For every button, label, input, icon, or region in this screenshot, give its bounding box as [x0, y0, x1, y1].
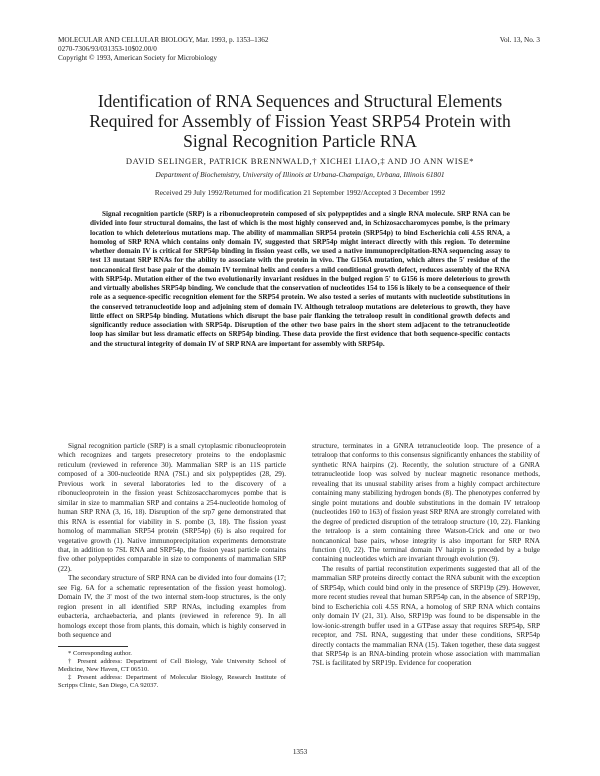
journal-citation: MOLECULAR AND CELLULAR BIOLOGY, Mar. 1993, p. 1353–1362: [58, 36, 269, 44]
author-list: DAVID SELINGER, PATRICK BRENNWALD,† XICHEI LIAO,‡ AND JO ANN WISE*: [125, 156, 475, 166]
footnote: * Corresponding author.: [68, 649, 132, 657]
footnote-divider: [58, 646, 128, 647]
abstract-text: Signal recognition particle (SRP) is a ribonucleoprotein composed of six polypeptides and a single RNA molecule. SRP RNA can be divided into four structural domains, the last of which is the most highly conserved and, in Schizosaccharomyces pombe, is the primary location to which deleterious mutations map. The ability of mammalian SRP54 protein (SRP54p) to bind Escherichia coli 4.5S RNA, a homolog of SRP RNA which contains only domain IV, suggested that SRP54p might interact directly with this region. To determine whether domain IV is critical for SRP54p binding in fission yeast cells, we used a native immunoprecipitation-RNA sequencing assay to test 13 mutant SRP RNAs for the ability to associate with the protein in vivo. The G156A mutation, which alters the 5' residue of the noncanonical first base pair of the domain IV terminal helix and confers a mild conditional growth defect, reduces assembly of the RNA with SRP54p. Mutation either of the two evolutionarily invariant residues in the bulged region 5' to G156 is more deleterious to growth and virtually abolishes SRP54p binding. We conclude that the conservation of nucleotides 154 to 156 is likely to be a consequence of their role as a sequence-specific recognition element for the SRP54 protein. We also tested a series of mutants with nucleotide substitutions in the conserved tetranucleotide loop and adjoining stem of domain IV. Although tetraloop mutations are deleterious to growth, they have little effect on SRP54p binding. Mutations which disrupt the base pair flanking the tetraloop result in conditional growth defects and significantly reduce association with SRP54p. Disruption of the other two base pairs in the short stem adjacent to the tetranucleotide loop has similar but less dramatic effects on SRP54p binding. These data provide the first evidence that both sequence-specific contacts and the structural integrity of domain IV of SRP RNA are important for assembly with SRP54p.: [90, 210, 510, 348]
paragraph: Signal recognition particle (SRP) is a small cytoplasmic ribonucleoprotein which recognizes and targets presecretory proteins to the endoplasmic reticulum (reviewed in reference 30). Mammalian SRP is an 11S particle composed of a 300-nucleotide RNA (7SL) and six polypeptides (28, 29). Previous work in several laboratories led to the discovery of a ribonucleoprotein in the fission yeast Schizosaccharomyces pombe that is similar in size to mammalian SRP and contains a 254-nucleotide homolog of human SRP RNA (3, 16, 18). Disruption of the srp7 gene demonstrated that this RNA is essential for viability in S. pombe (3, 18). The fission yeast homolog of mammalian SRP54 protein (SRP54p) (6) is also required for vegetative growth (1). Native immunoprecipitation experiments demonstrate that, in addition to 7SL RNA and SRP54p, the fission yeast particle contains five other polypeptides comparable in size to components of mammalian SRP (22).: [58, 442, 286, 573]
issn-code: 0270-7306/93/031353-10$02.00/0: [58, 45, 157, 54]
paragraph: structure, terminates in a GNRA tetranucleotide loop. The presence of a tetraloop that conforms to this consensus significantly enhances the stability of synthetic RNA hairpins (2). Recently, the solution structure of a GNRA tetranucleotide loop was solved by nuclear magnetic resonance methods, revealing that its unusual stability arises from a highly compact architecture containing many stabilizing hydrogen bonds (8). The phenotypes conferred by single point mutations and double substitutions in the domain IV tetraloop (nucleotides 160 to 163) of fission yeast SRP RNA are strongly correlated with the degree of predicted disruption of the tetraloop structure (10, 22). Flanking the tetraloop is a stem containing three Watson-Crick and one or two noncanonical base pairs, whose integrity is also important for SRP RNA function (10, 22). The terminal domain IV hairpin is preceded by a bulge containing nucleotides which are invariant through evolution (9).: [312, 442, 540, 564]
page-number: 1353: [292, 748, 308, 756]
body-column-right: [312, 442, 540, 669]
footnote: † Present address: Department of Cell Biology, Yale University School of Medicine, New Haven, CT 06510.: [58, 657, 286, 673]
paragraph: The results of partial reconstitution experiments suggested that all of the mammalian SRP proteins directly contact the RNA subunit with the exception of SRP54p, which could bind only in the presence of SRP19p (29). However, more recent studies reveal that human SRP54p can, in the absence of SRP19p, bind to Escherichia coli 4.5S RNA, a homolog of SRP RNA which contains only domain IV (21, 31). Also, SRP19p was found to be dispensable in the low-ionic-strength buffer used in a GTPase assay that requires SRP54p, SRP receptor, and 7SL RNA, suggesting that under these conditions, SRP54p directly contacts the mammalian RNA (15). Taken together, these data suggest that SRP54p is an RNA-binding protein whose association with mammalian 7SL is facilitated by SRP19p. Evidence for cooperation: [312, 564, 540, 668]
title-line-3: Signal Recognition Particle RNA: [183, 131, 417, 151]
received-dates: Received 29 July 1992/Returned for modification 21 September 1992/Accepted 3 December 1992: [154, 188, 446, 197]
article-title: [60, 91, 540, 151]
paragraph: The secondary structure of SRP RNA can be divided into four domains (17; see Fig. 6A for a schematic representation of the fission yeast homolog). Domain IV, the 3' most of the two internal stem-loop structures, is the only region present in all identified SRP RNAs, including examples from eubacteria, archaebacteria, and plants (reviewed in reference 9). In all homologs except those from plants, this domain, which is highly conserved in both sequence and: [58, 574, 286, 640]
title-line-1: Identification of RNA Sequences and Structural Elements: [97, 91, 503, 111]
body-column-left: [58, 442, 286, 691]
copyright-line: Copyright © 1993, American Society for Microbiology: [58, 54, 217, 63]
volume-label: Vol. 13, No. 3: [499, 36, 540, 44]
title-line-2: Required for Assembly of Fission Yeast SRP54 Protein with: [89, 111, 511, 131]
affiliation: Department of Biochemistry, University of Illinois at Urbana-Champaign, Urbana, Illinois 61801: [155, 170, 445, 179]
abstract: [90, 210, 510, 349]
running-header: [58, 36, 269, 64]
footnote: ‡ Present address: Department of Molecular Biology, Research Institute of Scripps Clinic, San Diego, CA 92037.: [58, 674, 286, 690]
